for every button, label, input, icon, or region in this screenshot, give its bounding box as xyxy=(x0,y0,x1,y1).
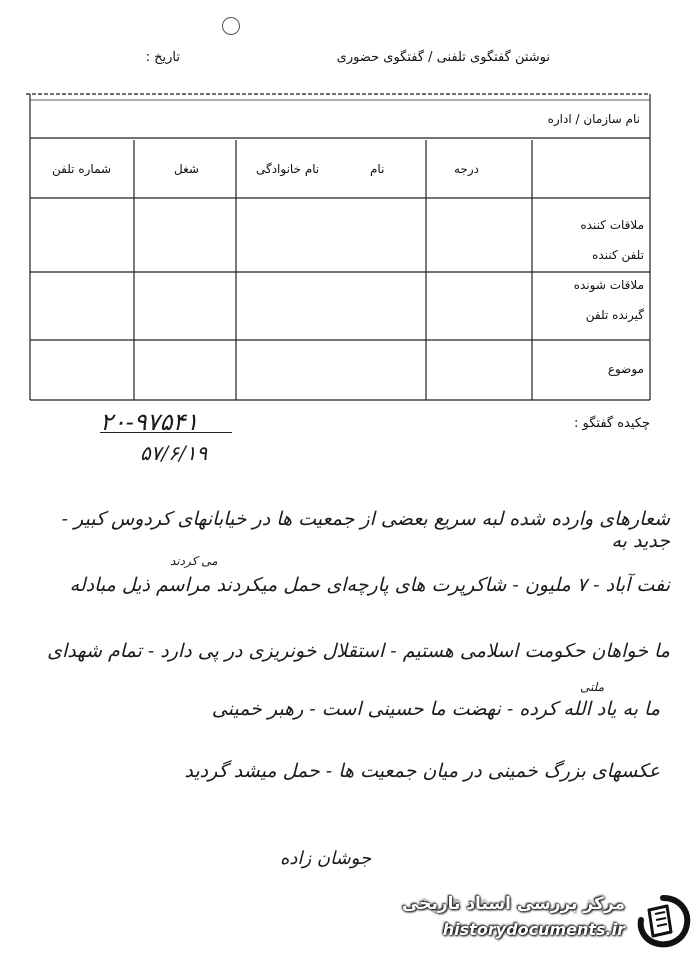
row-receiver: گیرنده تلفن xyxy=(585,308,644,322)
hand-insert-line-2: می کردند xyxy=(170,554,218,568)
col-family-name: نام خانوادگی xyxy=(256,162,320,176)
hand-line-2: نفت آباد - ۷ ملیون - شاکرپرت های پارچه‌ای حمل میکردند مراسم ذیل مبادله xyxy=(69,574,670,596)
col-rank: درجه xyxy=(454,162,479,176)
form-grid-lines xyxy=(24,90,652,402)
date-label: تاریخ : xyxy=(145,50,180,65)
number-underline xyxy=(100,432,232,433)
hand-insert-line-4: ملتی xyxy=(580,680,605,694)
row-caller: تلفن کننده xyxy=(592,248,644,262)
hand-line-5: عکسهای بزرگ خمینی در میان جمعیت ها - حمل میشد گردید xyxy=(184,760,660,782)
org-label: نام سازمان / اداره xyxy=(547,112,640,126)
row-visitor: ملاقات کننده xyxy=(580,218,644,232)
punch-hole xyxy=(222,17,240,35)
hand-line-1: شعارهای وارده شده لبه سریع بعضی از جمعیت ها در خیابانهای کردوس کبیر - جدید به xyxy=(61,508,670,552)
col-first-name: نام xyxy=(370,162,385,176)
document-number: ۲۰-۹۷۵۴۱ xyxy=(100,408,199,436)
document-logo-icon xyxy=(635,894,691,948)
form-title: نوشتن گفتگوی تلفنی / گفتگوی حضوری xyxy=(336,50,550,65)
form-table xyxy=(24,90,652,402)
watermark-name: مرکز بررسی اسناد تاریخی xyxy=(402,894,625,914)
row-subject: موضوع xyxy=(607,362,644,376)
watermark xyxy=(402,888,693,952)
col-phone: شماره تلفن xyxy=(52,162,112,176)
row-visited: ملاقات شونده xyxy=(573,278,644,292)
signature: جوشان زاده xyxy=(280,848,372,869)
document-date: ۵۷/۶/۱۹ xyxy=(140,441,208,465)
col-job: شغل xyxy=(174,162,199,176)
summary-label: چکیده گفتگو : xyxy=(573,416,650,431)
watermark-domain: historydocuments.ir xyxy=(442,920,625,939)
hand-line-3: ما خواهان حکومت اسلامی هستیم - استقلال خونریزی در پی دارد - تمام شهدای xyxy=(47,640,670,662)
hand-line-4: ما به یاد الله کرده - نهضت ما حسینی است - رهبر خمینی xyxy=(211,698,660,720)
